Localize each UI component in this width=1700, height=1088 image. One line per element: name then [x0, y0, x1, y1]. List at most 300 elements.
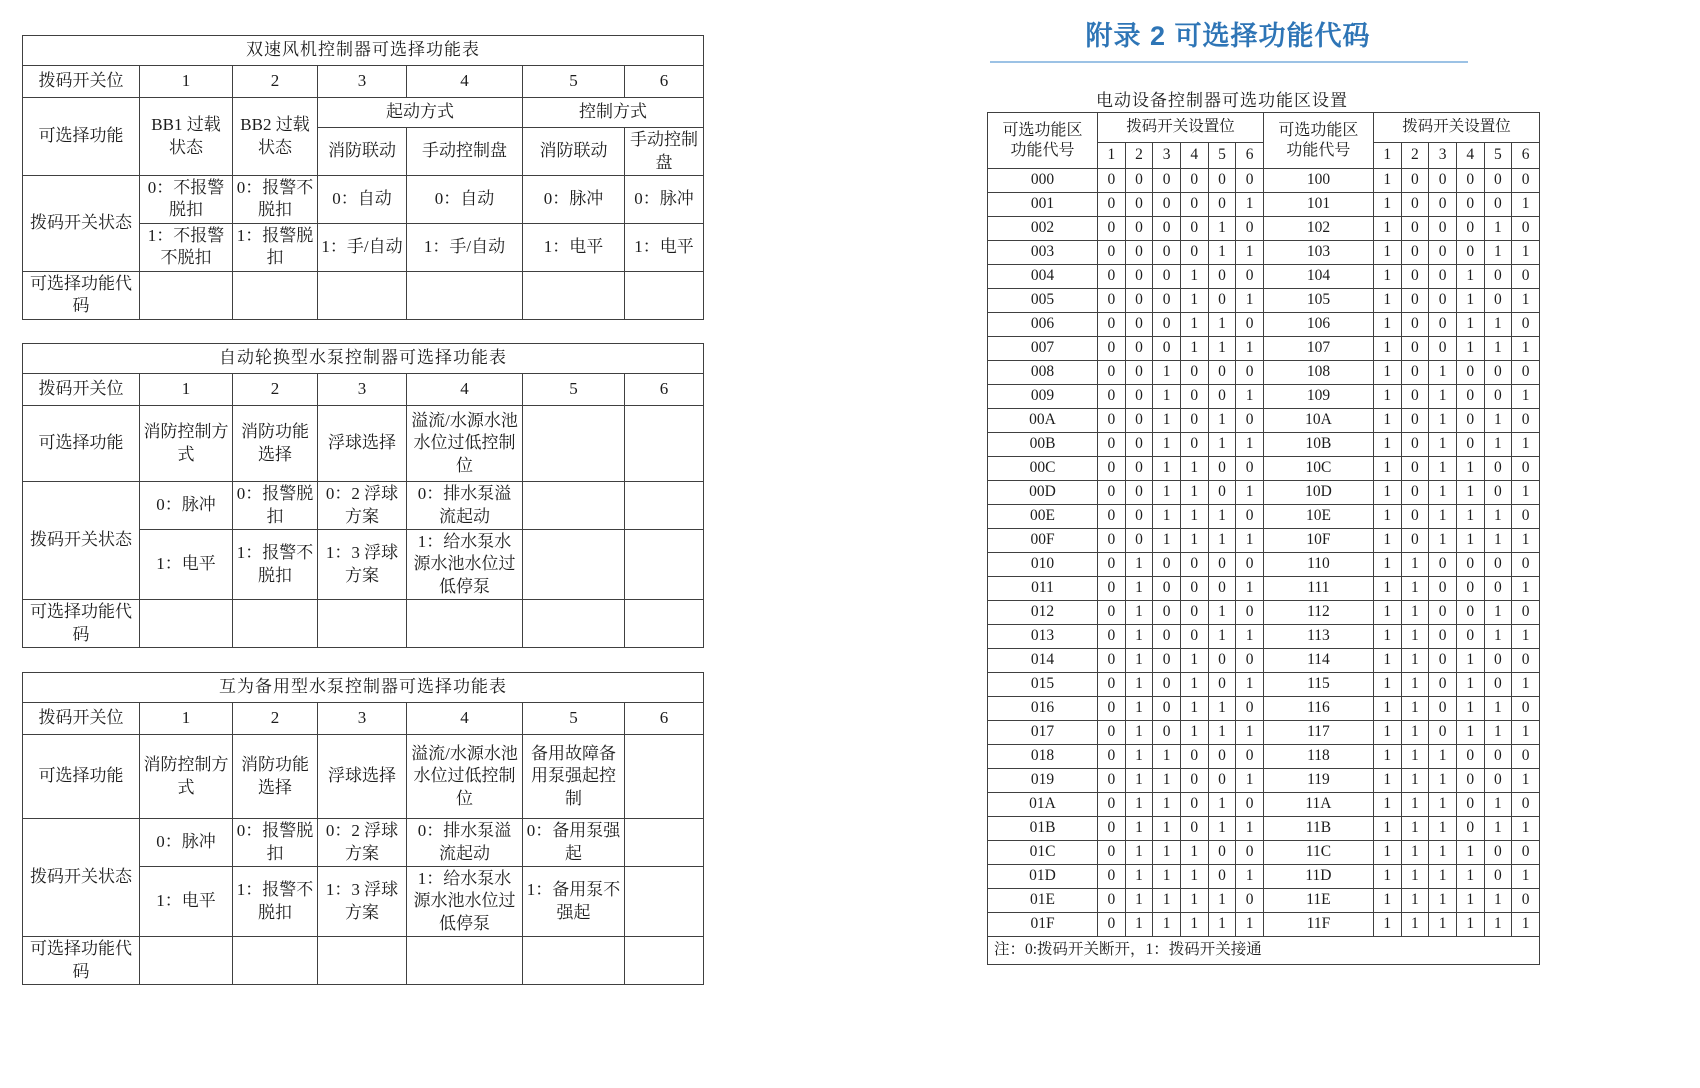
bit-cell: 0	[1429, 625, 1457, 649]
bit-cell: 1	[1512, 865, 1540, 889]
bit-cell: 1	[1373, 721, 1401, 745]
bit-cell: 0	[1208, 673, 1236, 697]
bit-cell: 0	[1125, 481, 1153, 505]
bit-cell: 1	[1429, 817, 1457, 841]
bit-cell: 0	[1098, 577, 1126, 601]
bit-cell: 0	[1484, 265, 1512, 289]
bit-cell: 1	[1401, 721, 1429, 745]
bit-cell: 1	[1373, 217, 1401, 241]
function-code-cell: 011	[988, 577, 1098, 601]
function-code-cell: 007	[988, 337, 1098, 361]
bit-cell: 0	[1456, 553, 1484, 577]
function-code-cell: 005	[988, 289, 1098, 313]
row-label-selectable-function: 可选择功能	[23, 735, 140, 819]
bit-cell: 1	[1125, 625, 1153, 649]
bit-cell: 1	[1429, 745, 1457, 769]
bit-cell: 0	[1484, 361, 1512, 385]
bit-cell: 1	[1208, 505, 1236, 529]
code-row	[988, 697, 1540, 721]
bit-cell: 1	[1429, 409, 1457, 433]
bit-cell: 1	[1512, 673, 1540, 697]
bit-cell: 1	[1208, 793, 1236, 817]
bit-cell: 0	[1512, 841, 1540, 865]
position-cell: 1	[140, 703, 233, 735]
row-label-selectable-function: 可选择功能	[23, 98, 140, 176]
bit-cell: 0	[1153, 265, 1181, 289]
code-row	[988, 841, 1540, 865]
bit-cell: 1	[1125, 601, 1153, 625]
position-cell: 6	[625, 703, 704, 735]
bit-cell: 1	[1180, 889, 1208, 913]
code-row	[988, 217, 1540, 241]
bit-cell: 1	[1373, 313, 1401, 337]
bit-cell: 0	[1429, 313, 1457, 337]
function-code-cell: 008	[988, 361, 1098, 385]
code-row	[988, 577, 1540, 601]
bit-cell: 1	[1512, 289, 1540, 313]
bit-cell: 0	[1512, 217, 1540, 241]
bit-cell: 0	[1429, 217, 1457, 241]
bit-cell: 0	[1429, 265, 1457, 289]
bit-cell: 0	[1484, 673, 1512, 697]
bit-cell: 1	[1180, 913, 1208, 937]
function-code-cell: 002	[988, 217, 1098, 241]
bit-cell: 1	[1180, 529, 1208, 553]
bit-cell: 0	[1484, 769, 1512, 793]
empty-cell	[523, 937, 625, 985]
bit-cell: 1	[1484, 505, 1512, 529]
bit-cell: 0	[1484, 169, 1512, 193]
function-group-cell: 起动方式	[318, 98, 523, 128]
bit-cell: 1	[1236, 193, 1264, 217]
function-code-cell: 017	[988, 721, 1098, 745]
function-code-cell: 116	[1263, 697, 1373, 721]
position-cell: 4	[407, 703, 523, 735]
bit-cell: 0	[1125, 361, 1153, 385]
bit-cell: 1	[1484, 721, 1512, 745]
function-code-cell: 104	[1263, 265, 1373, 289]
code-row	[988, 265, 1540, 289]
bit-cell: 0	[1098, 625, 1126, 649]
bit-cell: 0	[1512, 505, 1540, 529]
bit-cell: 0	[1125, 409, 1153, 433]
bit-cell: 0	[1512, 457, 1540, 481]
function-code-cell: 11B	[1263, 817, 1373, 841]
bit-cell: 1	[1180, 481, 1208, 505]
bit-cell: 1	[1512, 913, 1540, 937]
code-row	[988, 745, 1540, 769]
bit-position-cell: 3	[1429, 143, 1457, 169]
bit-cell: 0	[1236, 697, 1264, 721]
bit-cell: 1	[1373, 481, 1401, 505]
bit-cell: 0	[1484, 457, 1512, 481]
function-code-cell: 11F	[1263, 913, 1373, 937]
empty-cell	[407, 937, 523, 985]
function-code-cell: 114	[1263, 649, 1373, 673]
bit-cell: 1	[1456, 841, 1484, 865]
bit-cell: 0	[1125, 289, 1153, 313]
bit-cell: 1	[1153, 529, 1181, 553]
empty-cell	[318, 600, 407, 648]
bit-cell: 0	[1512, 697, 1540, 721]
function-code-cell: 105	[1263, 289, 1373, 313]
code-row	[988, 505, 1540, 529]
function-code-cell: 101	[1263, 193, 1373, 217]
bit-cell: 1	[1456, 673, 1484, 697]
bit-cell: 0	[1512, 265, 1540, 289]
code-row	[988, 529, 1540, 553]
bit-cell: 0	[1125, 217, 1153, 241]
bit-cell: 0	[1236, 505, 1264, 529]
bit-cell: 1	[1429, 457, 1457, 481]
bit-cell: 1	[1125, 769, 1153, 793]
function-code-cell: 10D	[1263, 481, 1373, 505]
bit-cell: 0	[1125, 337, 1153, 361]
row-label-selectable-function: 可选择功能	[23, 406, 140, 482]
position-cell: 4	[407, 374, 523, 406]
bit-cell: 1	[1429, 385, 1457, 409]
bit-cell: 1	[1236, 433, 1264, 457]
function-code-cell: 00D	[988, 481, 1098, 505]
bit-cell: 1	[1236, 529, 1264, 553]
bit-cell: 0	[1153, 217, 1181, 241]
bit-cell: 0	[1125, 529, 1153, 553]
bit-cell: 1	[1373, 385, 1401, 409]
bit-cell: 0	[1236, 265, 1264, 289]
function-code-cell: 100	[1263, 169, 1373, 193]
bit-cell: 1	[1180, 841, 1208, 865]
function-code-cell: 10A	[1263, 409, 1373, 433]
function-cell: 消防功能选择	[233, 735, 318, 819]
function-code-cell: 109	[1263, 385, 1373, 409]
bit-cell: 0	[1153, 649, 1181, 673]
function-code-cell: 118	[1263, 745, 1373, 769]
bit-cell: 1	[1153, 913, 1181, 937]
bit-cell: 0	[1484, 841, 1512, 865]
row-label-dip-state: 拨码开关状态	[23, 176, 140, 272]
bit-cell: 1	[1512, 241, 1540, 265]
bit-cell: 0	[1484, 385, 1512, 409]
bit-cell: 1	[1429, 913, 1457, 937]
bit-cell: 1	[1208, 697, 1236, 721]
empty-cell	[233, 271, 318, 319]
bit-cell: 0	[1125, 193, 1153, 217]
function-code-cell: 009	[988, 385, 1098, 409]
empty-cell	[318, 937, 407, 985]
bit-cell: 1	[1512, 721, 1540, 745]
function-code-cell: 01E	[988, 889, 1098, 913]
bit-cell: 0	[1098, 769, 1126, 793]
state-cell: 1：电平	[523, 223, 625, 271]
bit-cell: 1	[1401, 913, 1429, 937]
bit-cell: 1	[1373, 697, 1401, 721]
bit-cell: 1	[1236, 481, 1264, 505]
bit-cell: 1	[1180, 337, 1208, 361]
bit-position-cell: 2	[1125, 143, 1153, 169]
function-cell: 消防联动	[523, 128, 625, 176]
bit-cell: 0	[1153, 313, 1181, 337]
function-code-cell: 00C	[988, 457, 1098, 481]
state-cell: 0：报警不脱扣	[233, 176, 318, 224]
bit-cell: 0	[1098, 409, 1126, 433]
function-code-cell: 019	[988, 769, 1098, 793]
bit-cell: 0	[1456, 433, 1484, 457]
bit-cell: 1	[1456, 865, 1484, 889]
bit-cell: 1	[1484, 217, 1512, 241]
bit-cell: 1	[1373, 769, 1401, 793]
code-row	[988, 337, 1540, 361]
bit-cell: 0	[1456, 817, 1484, 841]
bit-cell: 1	[1429, 433, 1457, 457]
position-cell: 2	[233, 703, 318, 735]
bit-cell: 1	[1125, 649, 1153, 673]
bit-cell: 1	[1456, 913, 1484, 937]
bit-cell: 0	[1401, 169, 1429, 193]
bit-cell: 1	[1236, 241, 1264, 265]
bit-cell: 1	[1125, 721, 1153, 745]
bit-cell: 0	[1153, 241, 1181, 265]
state-cell: 1：不报警不脱扣	[140, 223, 233, 271]
bit-cell: 0	[1236, 601, 1264, 625]
bit-cell: 0	[1456, 793, 1484, 817]
function-cell: 消防联动	[318, 128, 407, 176]
bit-cell: 1	[1484, 697, 1512, 721]
bit-cell: 1	[1512, 337, 1540, 361]
bit-cell: 1	[1401, 817, 1429, 841]
bit-cell: 1	[1125, 697, 1153, 721]
state-cell: 1：电平	[140, 867, 233, 937]
function-code-cell: 106	[1263, 313, 1373, 337]
bit-cell: 1	[1373, 337, 1401, 361]
bit-cell: 1	[1373, 361, 1401, 385]
bit-cell: 0	[1098, 313, 1126, 337]
bit-cell: 0	[1512, 361, 1540, 385]
bit-cell: 1	[1373, 913, 1401, 937]
bit-cell: 1	[1208, 529, 1236, 553]
bit-cell: 1	[1373, 625, 1401, 649]
bit-cell: 0	[1153, 625, 1181, 649]
code-column-header	[988, 113, 1098, 169]
bit-cell: 0	[1401, 457, 1429, 481]
empty-cell	[523, 271, 625, 319]
empty-cell	[523, 600, 625, 648]
bit-cell: 1	[1429, 529, 1457, 553]
empty-cell	[407, 600, 523, 648]
bit-cell: 1	[1373, 241, 1401, 265]
bit-cell: 1	[1125, 577, 1153, 601]
bit-cell: 0	[1208, 289, 1236, 313]
bit-cell: 0	[1125, 457, 1153, 481]
bit-cell: 1	[1180, 721, 1208, 745]
position-cell: 5	[523, 374, 625, 406]
function-code-cell: 115	[1263, 673, 1373, 697]
bit-cell: 1	[1180, 697, 1208, 721]
code-row	[988, 865, 1540, 889]
bit-cell: 1	[1153, 865, 1181, 889]
bit-cell: 0	[1512, 649, 1540, 673]
state-cell: 1：手/自动	[318, 223, 407, 271]
bit-cell: 0	[1456, 409, 1484, 433]
function-group-cell: 控制方式	[523, 98, 704, 128]
bit-cell: 1	[1180, 673, 1208, 697]
bit-cell: 0	[1098, 697, 1126, 721]
bit-cell: 1	[1153, 433, 1181, 457]
bit-cell: 1	[1429, 793, 1457, 817]
bit-cell: 1	[1373, 265, 1401, 289]
bit-cell: 1	[1236, 289, 1264, 313]
bit-cell: 0	[1208, 361, 1236, 385]
bit-cell: 1	[1373, 169, 1401, 193]
bit-cell: 1	[1401, 769, 1429, 793]
bit-cell: 0	[1098, 505, 1126, 529]
bit-cell: 1	[1456, 481, 1484, 505]
bit-cell: 0	[1484, 193, 1512, 217]
bit-cell: 1	[1208, 889, 1236, 913]
bit-cell: 1	[1153, 745, 1181, 769]
bit-cell: 1	[1236, 817, 1264, 841]
bit-cell: 0	[1401, 265, 1429, 289]
bit-cell: 1	[1456, 697, 1484, 721]
function-code-cell: 102	[1263, 217, 1373, 241]
bit-cell: 0	[1236, 649, 1264, 673]
bit-cell: 0	[1236, 457, 1264, 481]
fan-controller-function-table	[22, 35, 704, 320]
state-cell: 1：电平	[140, 530, 233, 600]
code-header-line: 功能代号	[1010, 141, 1075, 159]
code-row	[988, 553, 1540, 577]
function-code-cell: 01A	[988, 793, 1098, 817]
rotation-pump-function-table	[22, 343, 704, 648]
bit-cell: 1	[1456, 457, 1484, 481]
function-cell: 消防控制方式	[140, 735, 233, 819]
bit-cell: 1	[1125, 913, 1153, 937]
function-code-cell: 11C	[1263, 841, 1373, 865]
code-row	[988, 625, 1540, 649]
code-row	[988, 409, 1540, 433]
code-header-line: 功能代号	[1286, 141, 1351, 159]
bit-cell: 1	[1180, 649, 1208, 673]
state-cell: 1：手/自动	[407, 223, 523, 271]
backup-pump-function-table	[22, 672, 704, 985]
state-cell: 0：排水泵溢流起动	[407, 819, 523, 867]
bit-cell: 1	[1125, 673, 1153, 697]
row-label-dip-position: 拨码开关位	[23, 703, 140, 735]
function-cell: 消防功能选择	[233, 406, 318, 482]
bit-cell: 0	[1098, 745, 1126, 769]
row-label-function-code: 可选择功能代码	[23, 271, 140, 319]
state-cell: 1：报警不脱扣	[233, 530, 318, 600]
bit-cell: 1	[1180, 313, 1208, 337]
bit-cell: 1	[1484, 241, 1512, 265]
bit-cell: 0	[1180, 217, 1208, 241]
empty-cell	[625, 482, 704, 530]
empty-cell	[140, 271, 233, 319]
bit-cell: 0	[1208, 457, 1236, 481]
bit-cell: 0	[1456, 625, 1484, 649]
bit-cell: 1	[1208, 721, 1236, 745]
bit-position-cell: 3	[1153, 143, 1181, 169]
bit-cell: 1	[1456, 289, 1484, 313]
position-cell: 6	[625, 374, 704, 406]
bit-cell: 0	[1456, 385, 1484, 409]
bit-cell: 0	[1236, 217, 1264, 241]
bit-cell: 1	[1180, 289, 1208, 313]
bit-cell: 0	[1153, 601, 1181, 625]
empty-cell	[523, 482, 625, 530]
empty-cell	[625, 819, 704, 867]
empty-cell	[523, 406, 625, 482]
function-code-cell: 119	[1263, 769, 1373, 793]
bit-cell: 0	[1429, 241, 1457, 265]
bit-cell: 1	[1401, 889, 1429, 913]
bit-cell: 0	[1401, 193, 1429, 217]
bit-cell: 0	[1180, 625, 1208, 649]
bit-cell: 0	[1429, 577, 1457, 601]
function-code-cell: 004	[988, 265, 1098, 289]
bit-cell: 0	[1098, 217, 1126, 241]
empty-cell	[140, 937, 233, 985]
bit-cell: 0	[1153, 697, 1181, 721]
state-cell: 0：报警脱扣	[233, 482, 318, 530]
bit-cell: 1	[1236, 865, 1264, 889]
bit-cell: 1	[1180, 505, 1208, 529]
row-label-dip-state: 拨码开关状态	[23, 482, 140, 600]
position-cell: 3	[318, 703, 407, 735]
bit-cell: 0	[1456, 241, 1484, 265]
empty-cell	[625, 406, 704, 482]
bit-cell: 0	[1208, 265, 1236, 289]
state-cell: 0：排水泵溢流起动	[407, 482, 523, 530]
code-header-line: 可选功能区	[1002, 121, 1083, 139]
bit-cell: 1	[1456, 649, 1484, 673]
bit-cell: 0	[1208, 169, 1236, 193]
bit-cell: 1	[1125, 745, 1153, 769]
bit-cell: 0	[1401, 433, 1429, 457]
bit-cell: 1	[1484, 433, 1512, 457]
bit-cell: 0	[1429, 337, 1457, 361]
function-cell: BB2 过载状态	[233, 98, 318, 176]
state-cell: 0：自动	[407, 176, 523, 224]
row-label-function-code: 可选择功能代码	[23, 600, 140, 648]
bit-cell: 1	[1373, 865, 1401, 889]
bit-cell: 0	[1098, 481, 1126, 505]
bit-cell: 0	[1401, 217, 1429, 241]
bit-position-cell: 6	[1236, 143, 1264, 169]
bit-cell: 0	[1512, 601, 1540, 625]
bit-cell: 1	[1125, 553, 1153, 577]
bit-cell: 1	[1236, 385, 1264, 409]
empty-cell	[625, 530, 704, 600]
code-row	[988, 817, 1540, 841]
state-cell: 0：不报警脱扣	[140, 176, 233, 224]
bit-cell: 0	[1098, 817, 1126, 841]
bit-cell: 0	[1512, 745, 1540, 769]
function-cell: 浮球选择	[318, 735, 407, 819]
function-code-cell: 018	[988, 745, 1098, 769]
function-cell: 手动控制盘	[625, 128, 704, 176]
bit-cell: 0	[1098, 601, 1126, 625]
bit-cell: 1	[1153, 889, 1181, 913]
bit-position-cell: 4	[1456, 143, 1484, 169]
bit-cell: 0	[1456, 745, 1484, 769]
bit-cell: 0	[1153, 553, 1181, 577]
bit-cell: 1	[1484, 913, 1512, 937]
bit-cell: 0	[1512, 169, 1540, 193]
bit-cell: 0	[1429, 553, 1457, 577]
bit-cell: 0	[1456, 601, 1484, 625]
bit-cell: 0	[1125, 169, 1153, 193]
code-row	[988, 649, 1540, 673]
